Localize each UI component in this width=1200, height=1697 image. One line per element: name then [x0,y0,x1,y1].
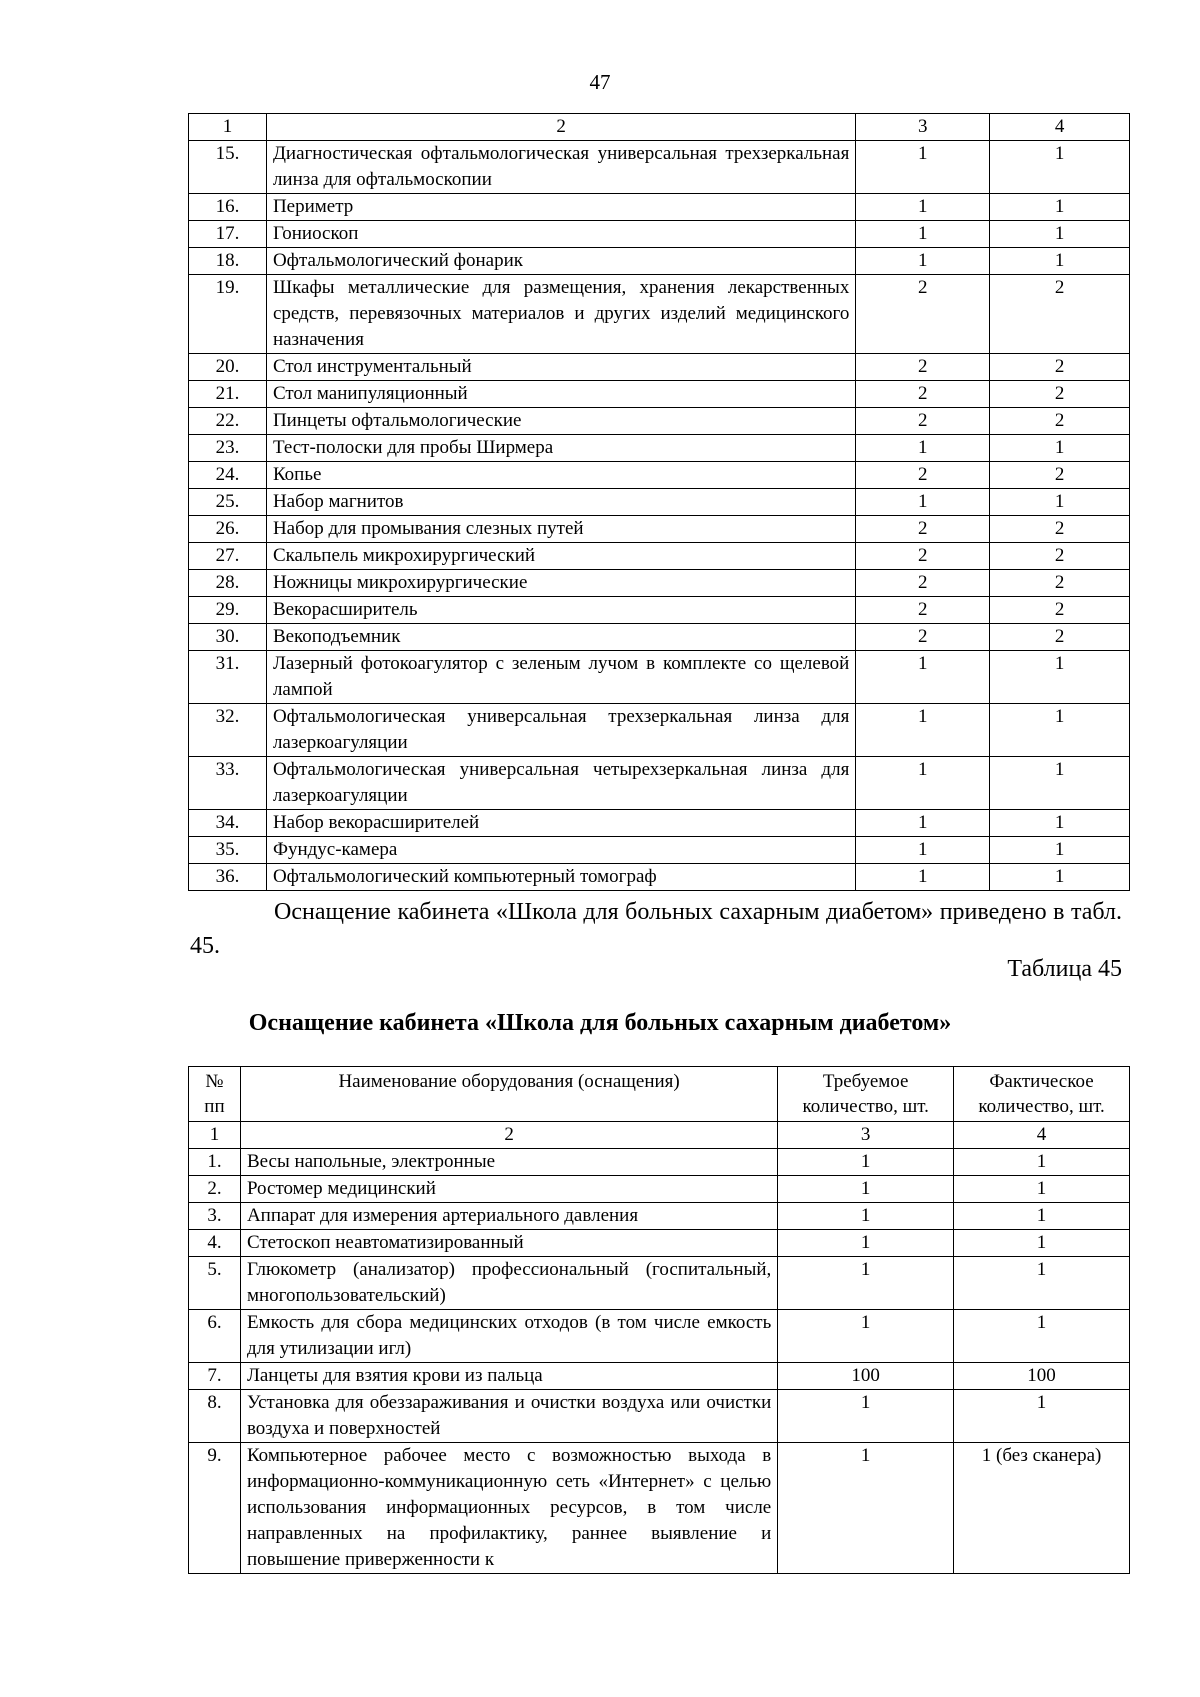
row-number: 30. [189,624,267,651]
table-row [189,1230,1130,1257]
required-quantity: 1 [856,194,990,221]
actual-quantity: 1 [954,1257,1130,1310]
actual-quantity: 2 [990,462,1130,489]
actual-quantity: 1 [990,810,1130,837]
column-number: 2 [240,1122,777,1149]
actual-quantity: 1 [990,489,1130,516]
table-row [189,489,1130,516]
required-quantity: 1 [778,1176,954,1203]
row-number: 9. [189,1443,241,1574]
column-number: 1 [189,114,267,141]
required-quantity: 1 [778,1310,954,1363]
column-number: 4 [954,1122,1130,1149]
row-number: 28. [189,570,267,597]
required-quantity: 1 [778,1230,954,1257]
actual-quantity: 1 [954,1149,1130,1176]
actual-quantity: 1 [990,651,1130,704]
table-row [189,1310,1130,1363]
equipment-name: Офтальмологический фонарик [266,248,855,275]
actual-quantity: 1 [954,1390,1130,1443]
row-number: 31. [189,651,267,704]
row-number: 4. [189,1230,241,1257]
table-row [189,1443,1130,1574]
table-label: Таблица 45 [1007,956,1122,982]
required-quantity: 2 [856,543,990,570]
equipment-name: Лазерный фотокоагулятор с зеленым лучом в комплекте со щелевой лампой [266,651,855,704]
row-number: 24. [189,462,267,489]
required-quantity: 1 [778,1257,954,1310]
table-row [189,1203,1130,1230]
required-quantity: 1 [856,810,990,837]
actual-quantity: 1 [954,1230,1130,1257]
required-quantity: 2 [856,516,990,543]
actual-quantity: 1 [990,864,1130,891]
equipment-name: Периметр [266,194,855,221]
equipment-name: Векоподъемник [266,624,855,651]
required-quantity: 1 [856,221,990,248]
required-quantity: 1 [856,489,990,516]
table-row [189,1257,1130,1310]
required-quantity: 2 [856,354,990,381]
equipment-name: Диагностическая офтальмологическая универсальная трехзеркальная линза для офтальмоскопии [266,141,855,194]
equipment-name: Ланцеты для взятия крови из пальца [240,1363,777,1390]
required-quantity: 2 [856,570,990,597]
row-number: 35. [189,837,267,864]
column-header-name: Наименование оборудования (оснащения) [240,1067,777,1122]
required-quantity: 1 [856,864,990,891]
required-quantity: 100 [778,1363,954,1390]
required-quantity: 1 [778,1390,954,1443]
table-row [189,408,1130,435]
equipment-name: Глюкометр (анализатор) профессиональный (госпитальный, многопользовательский) [240,1257,777,1310]
row-number: 21. [189,381,267,408]
row-number: 20. [189,354,267,381]
equipment-name: Скальпель микрохирургический [266,543,855,570]
actual-quantity: 1 [990,704,1130,757]
table-row [189,543,1130,570]
actual-quantity: 1 [954,1176,1130,1203]
actual-quantity: 1 [990,435,1130,462]
equipment-name: Набор магнитов [266,489,855,516]
required-quantity: 2 [856,462,990,489]
equipment-name: Набор векорасширителей [266,810,855,837]
table-row [189,435,1130,462]
equipment-name: Весы напольные, электронные [240,1149,777,1176]
row-number: 36. [189,864,267,891]
equipment-name: Векорасширитель [266,597,855,624]
row-number: 26. [189,516,267,543]
equipment-name: Ножницы микрохирургические [266,570,855,597]
row-number: 17. [189,221,267,248]
equipment-name: Аппарат для измерения артериального давления [240,1203,777,1230]
table-row [189,570,1130,597]
equipment-name: Компьютерное рабочее место с возможностью выхода в информационно-коммуникационную сеть «Интернет» с целью использования информационных ресурсов, в том числе направленных на профилактику, раннее выявление и повышение приверженности к [240,1443,777,1574]
row-number: 6. [189,1310,241,1363]
table-header-row [189,1067,1130,1122]
equipment-name: Тест-полоски для пробы Ширмера [266,435,855,462]
required-quantity: 1 [856,141,990,194]
required-quantity: 2 [856,381,990,408]
required-quantity: 1 [856,837,990,864]
table-row [189,1363,1130,1390]
row-number: 29. [189,597,267,624]
actual-quantity: 1 [990,837,1130,864]
table-row [189,1149,1130,1176]
body-paragraph: Оснащение кабинета «Школа для больных сахарным диабетом» приведено в табл. 45. [190,899,1122,959]
equipment-name: Шкафы металлические для размещения, хранения лекарственных средств, перевязочных материалов и других изделий медицинского назначения [266,275,855,354]
required-quantity: 2 [856,275,990,354]
equipment-name: Гониоскоп [266,221,855,248]
row-number: 33. [189,757,267,810]
actual-quantity: 2 [990,624,1130,651]
equipment-name: Фундус-камера [266,837,855,864]
required-quantity: 1 [778,1443,954,1574]
equipment-name: Набор для промывания слезных путей [266,516,855,543]
table-row [189,194,1130,221]
column-number: 2 [266,114,855,141]
table-row [189,462,1130,489]
row-number: 7. [189,1363,241,1390]
actual-quantity: 1 [990,141,1130,194]
page-number: 47 [589,70,611,94]
actual-quantity: 2 [990,275,1130,354]
actual-quantity: 1 (без сканера) [954,1443,1130,1574]
actual-quantity: 1 [990,194,1130,221]
row-number: 2. [189,1176,241,1203]
table-row [189,837,1130,864]
required-quantity: 2 [856,624,990,651]
table-row [189,381,1130,408]
equipment-table-continued [188,113,1130,891]
column-number: 4 [990,114,1130,141]
column-header-actual: Фактическое количество, шт. [954,1067,1130,1122]
equipment-name: Офтальмологический компьютерный томограф [266,864,855,891]
equipment-name: Емкость для сбора медицинских отходов (в том числе емкость для утилизации игл) [240,1310,777,1363]
row-number: 23. [189,435,267,462]
actual-quantity: 2 [990,408,1130,435]
diabetes-school-equipment-table [188,1066,1130,1574]
table-row [189,275,1130,354]
row-number: 3. [189,1203,241,1230]
table-row [189,221,1130,248]
row-number: 32. [189,704,267,757]
table-row [189,651,1130,704]
required-quantity: 2 [856,408,990,435]
actual-quantity: 1 [954,1203,1130,1230]
row-number: 1. [189,1149,241,1176]
table-row [189,757,1130,810]
row-number: 18. [189,248,267,275]
actual-quantity: 100 [954,1363,1130,1390]
equipment-name: Установка для обеззараживания и очистки воздуха или очистки воздуха и поверхностей [240,1390,777,1443]
actual-quantity: 2 [990,516,1130,543]
table-row [189,624,1130,651]
table-row [189,810,1130,837]
required-quantity: 1 [856,757,990,810]
column-header-number: № пп [189,1067,241,1122]
actual-quantity: 2 [990,354,1130,381]
row-number: 34. [189,810,267,837]
required-quantity: 1 [856,704,990,757]
table-row [189,248,1130,275]
table-row [189,1390,1130,1443]
table-row [189,1176,1130,1203]
row-number: 16. [189,194,267,221]
equipment-name: Стетоскоп неавтоматизированный [240,1230,777,1257]
table-row [189,516,1130,543]
actual-quantity: 2 [990,597,1130,624]
equipment-name: Пинцеты офтальмологические [266,408,855,435]
required-quantity: 1 [778,1203,954,1230]
row-number: 15. [189,141,267,194]
table-row [189,141,1130,194]
required-quantity: 2 [856,597,990,624]
equipment-name: Ростомер медицинский [240,1176,777,1203]
row-number: 8. [189,1390,241,1443]
actual-quantity: 2 [990,543,1130,570]
table-row [189,704,1130,757]
equipment-name: Стол инструментальный [266,354,855,381]
column-number: 3 [778,1122,954,1149]
equipment-name: Копье [266,462,855,489]
equipment-name: Офтальмологическая универсальная четырехзеркальная линза для лазеркоагуляции [266,757,855,810]
equipment-name: Офтальмологическая универсальная трехзеркальная линза для лазеркоагуляции [266,704,855,757]
table-row [189,864,1130,891]
required-quantity: 1 [856,435,990,462]
column-numbers-row [189,1122,1130,1149]
actual-quantity: 2 [990,570,1130,597]
actual-quantity: 1 [990,757,1130,810]
equipment-name: Стол манипуляционный [266,381,855,408]
table-row [189,597,1130,624]
actual-quantity: 1 [990,221,1130,248]
required-quantity: 1 [856,248,990,275]
table-row [189,354,1130,381]
table-title: Оснащение кабинета «Школа для больных сахарным диабетом» [248,1010,952,1036]
column-numbers-row [189,114,1130,141]
actual-quantity: 1 [990,248,1130,275]
column-number: 3 [856,114,990,141]
column-header-required: Требуемое количество, шт. [778,1067,954,1122]
row-number: 25. [189,489,267,516]
actual-quantity: 2 [990,381,1130,408]
row-number: 27. [189,543,267,570]
required-quantity: 1 [856,651,990,704]
column-number: 1 [189,1122,241,1149]
required-quantity: 1 [778,1149,954,1176]
row-number: 5. [189,1257,241,1310]
actual-quantity: 1 [954,1310,1130,1363]
row-number: 19. [189,275,267,354]
row-number: 22. [189,408,267,435]
